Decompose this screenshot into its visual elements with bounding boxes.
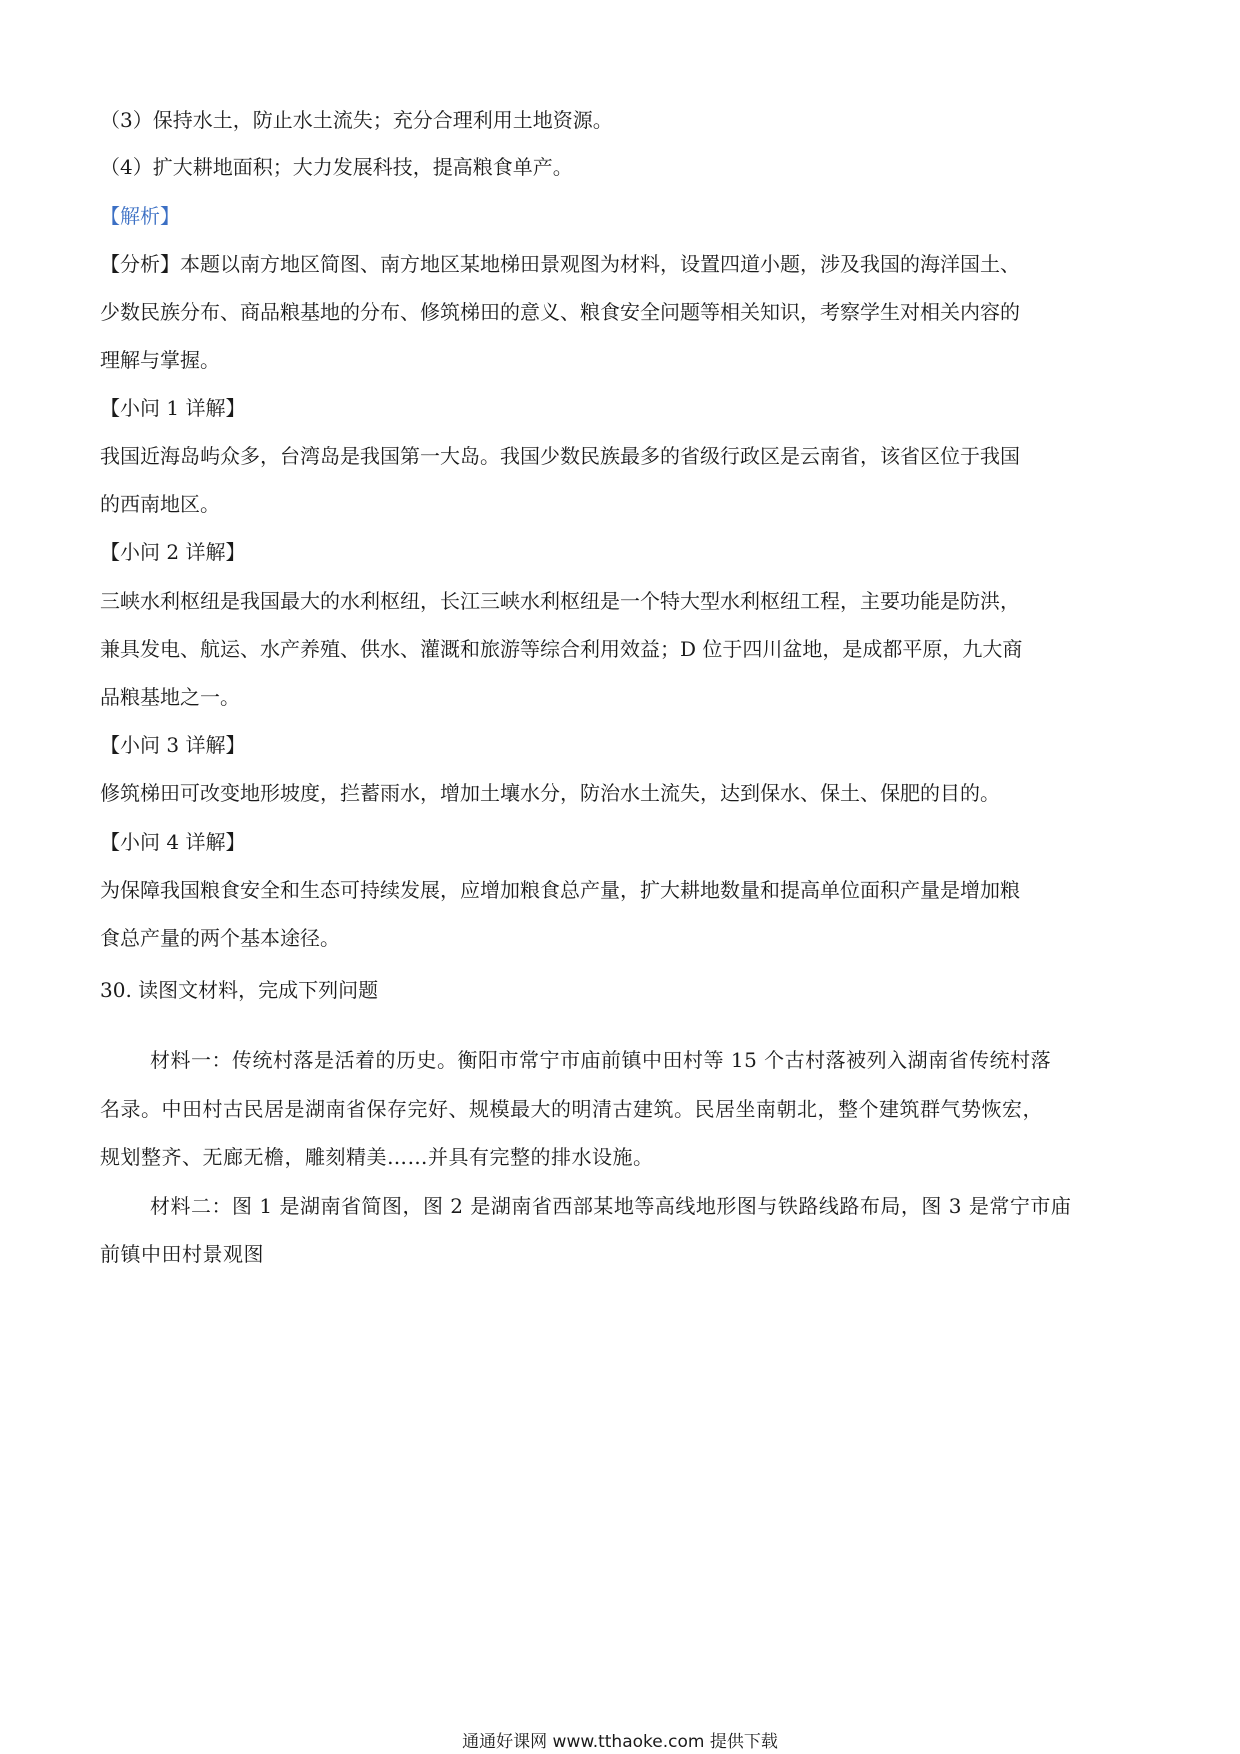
q3-line-1: 修筑梯田可改变地形坡度，拦蓄雨水，增加土壤水分，防治水土流失，达到保水、保土、保肥的目的。 bbox=[100, 781, 1000, 805]
question-30-title: 30. 读图文材料，完成下列问题 bbox=[100, 978, 379, 1002]
q1-line-1: 我国近海岛屿众多，台湾岛是我国第一大岛。我国少数民族最多的省级行政区是云南省，该省区位于我国 bbox=[100, 444, 1020, 468]
material-1-line-1: 材料一：传统村落是活着的历史。衡阳市常宁市庙前镇中田村等 15 个古村落被列入湖南省传统村落 bbox=[150, 1048, 1052, 1072]
analysis-line-1: 【分析】本题以南方地区简图、南方地区某地梯田景观图为材料，设置四道小题，涉及我国的海洋国土、 bbox=[100, 252, 1020, 276]
q2-heading: 【小问 2 详解】 bbox=[100, 540, 246, 564]
q3-heading: 【小问 3 详解】 bbox=[100, 733, 246, 757]
q4-line-2: 食总产量的两个基本途径。 bbox=[100, 926, 340, 950]
material-2-line-1: 材料二：图 1 是湖南省简图，图 2 是湖南省西部某地等高线地形图与铁路线路布局，图 3 是常宁市庙 bbox=[150, 1194, 1072, 1218]
q2-line-1: 三峡水利枢纽是我国最大的水利枢纽，长江三峡水利枢纽是一个特大型水利枢纽工程，主要功能是防洪， bbox=[100, 589, 1020, 613]
material-1-line-2: 名录。中田村古民居是湖南省保存完好、规模最大的明清古建筑。民居坐南朝北，整个建筑群气势恢宏， bbox=[100, 1097, 1043, 1121]
answer-4: （4）扩大耕地面积；大力发展科技，提高粮食单产。 bbox=[100, 155, 573, 179]
material-1-line-3: 规划整齐、无廊无檐，雕刻精美……并具有完整的排水设施。 bbox=[100, 1145, 654, 1169]
analysis-line-3: 理解与掌握。 bbox=[100, 348, 220, 372]
q2-line-3: 品粮基地之一。 bbox=[100, 685, 240, 709]
q1-line-2: 的西南地区。 bbox=[100, 492, 220, 516]
jiexi-heading: 【解析】 bbox=[100, 204, 180, 228]
q2-line-2: 兼具发电、航运、水产养殖、供水、灌溉和旅游等综合利用效益；D 位于四川盆地，是成都平原，九大商 bbox=[100, 637, 1023, 661]
q4-line-1: 为保障我国粮食安全和生态可持续发展，应增加粮食总产量，扩大耕地数量和提高单位面积产量是增加粮 bbox=[100, 878, 1020, 902]
page-footer: 通通好课网 www.tthaoke.com 提供下载 bbox=[462, 1732, 778, 1752]
q4-heading: 【小问 4 详解】 bbox=[100, 830, 246, 854]
analysis-line-2: 少数民族分布、商品粮基地的分布、修筑梯田的意义、粮食安全问题等相关知识，考察学生对相关内容的 bbox=[100, 300, 1020, 324]
material-2-line-2: 前镇中田村景观图 bbox=[100, 1242, 264, 1266]
q1-heading: 【小问 1 详解】 bbox=[100, 396, 246, 420]
answer-3: （3）保持水土，防止水土流失；充分合理利用土地资源。 bbox=[100, 108, 613, 132]
